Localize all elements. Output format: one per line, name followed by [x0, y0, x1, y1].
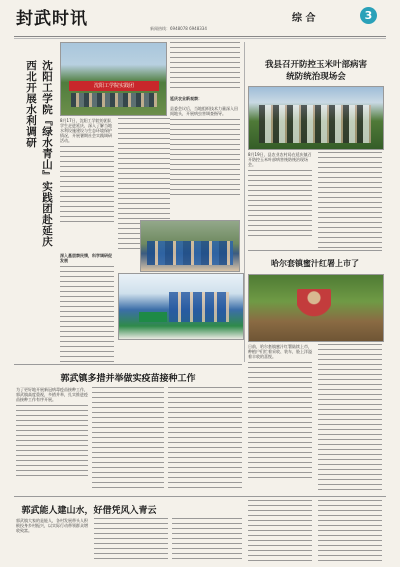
section-label: 综 合 [292, 13, 316, 24]
photo-harvest [248, 274, 384, 342]
body-text-lines [248, 362, 312, 482]
rural-lead: 县委会议后，当地组织技术力量深入田间地头，开展病虫害调查指导。 [170, 106, 238, 116]
photo-banner [69, 81, 159, 91]
body-text-lines [248, 500, 312, 562]
photo-meeting [118, 273, 244, 340]
corn-lead: 8月19日，县农业农村局在延庆镇召开防控玉米叶部病害统防统治现场会。 [248, 152, 312, 167]
photo-corn-field-visit [248, 86, 384, 150]
people-lead: 郭武镇大家的是能人，各村发展带头人积极投身乡村振兴，以实际行动带领群众增收致富。 [16, 518, 88, 533]
shenyang-subhead: 深入基层察民情，科学调研促发展 [60, 253, 112, 263]
people-body-col3 [172, 518, 242, 562]
masthead-contact: 新闻热线：6948078 6948334 [150, 26, 207, 31]
middle-text-top [170, 42, 240, 92]
masthead-rule [14, 36, 386, 37]
section-divider [248, 250, 382, 251]
corn-body-col2 [318, 152, 382, 248]
body-text-lines [318, 500, 382, 562]
people-body-col2 [94, 518, 168, 562]
epidemic-body-col2 [92, 387, 164, 491]
body-text-lines [318, 152, 382, 248]
page-number-badge: 3 [360, 7, 377, 24]
epidemic-body-col3 [168, 387, 242, 491]
photo-people-seated [147, 241, 233, 265]
masthead-logo: 封武时讯 [16, 9, 88, 29]
body-text-lines [170, 119, 240, 199]
epidemic-headline: 郭武镇多措并举做实疫苗接种工作 [60, 374, 196, 384]
middle-subhead: 延庆农业新观察： [170, 96, 202, 101]
body-text-lines [168, 387, 242, 491]
body-text-lines [172, 518, 242, 562]
photo-group-seated [140, 220, 240, 272]
body-text-lines [92, 387, 164, 491]
hami-headline: 哈尔套镇蜜汁红署上市了 [271, 258, 359, 268]
corn-headline-1: 我县召开防控玉米叶部病害 [264, 60, 367, 70]
body-text-lines [170, 42, 240, 92]
body-text-lines [94, 518, 168, 562]
body-text-lines [16, 405, 88, 479]
epidemic-body-col1 [16, 387, 88, 491]
corn-headline-2: 统防统治现场会 [286, 72, 346, 82]
people-body-col4 [248, 500, 312, 562]
hami-body-col1 [248, 344, 312, 494]
shenyang-title-col1: 沈阳工学院『绿水青山』实践团赴延庆 [41, 60, 53, 247]
body-text-lines [60, 146, 114, 226]
people-body-col1 [16, 518, 90, 562]
body-text-lines [60, 266, 114, 362]
photo-people-meeting [169, 292, 229, 322]
shenyang-lead: 8月17日，沈阳工学院的团队学生走进延庆，深入了解当地水利设施建设与生态环境保护情况，开展暑期社会实践调研活动。 [60, 118, 112, 143]
middle-text-mid [170, 106, 240, 218]
column-divider [244, 42, 245, 362]
photo-green-sign [139, 312, 167, 322]
section-divider [14, 496, 386, 497]
people-body-col5 [318, 500, 382, 562]
epidemic-lead: 为了更好地开展新冠病毒疫苗接种工作，郭武镇高度重视，多措并举，扎实推进疫苗接种工作有序开展。 [16, 387, 88, 402]
body-text-lines [318, 344, 382, 494]
photo-people-visit [259, 105, 371, 143]
corn-body-col1 [248, 152, 312, 248]
shenyang-title-col2: 西北开展水利调研 [25, 60, 37, 148]
hami-body-col2 [318, 344, 382, 494]
section-divider [14, 364, 242, 365]
people-headline: 郭武能人建山水，好借凭风入青云 [21, 506, 157, 516]
photo-shenyang-team [60, 42, 167, 116]
photo-people [71, 93, 157, 107]
shenyang-body-col3 [60, 266, 114, 362]
body-text-lines [248, 170, 312, 240]
shenyang-body-col1 [60, 118, 114, 250]
banner-text: 沈阳工学院实践团 [93, 83, 134, 89]
hami-lead: 日前，哈尔套镇蜜汁红署陆续上市，种植户们忙着采收、装车，脸上洋溢着丰收的喜悦。 [248, 344, 312, 359]
masthead-rule-secondary [14, 38, 386, 39]
photo-farmer [297, 289, 331, 333]
